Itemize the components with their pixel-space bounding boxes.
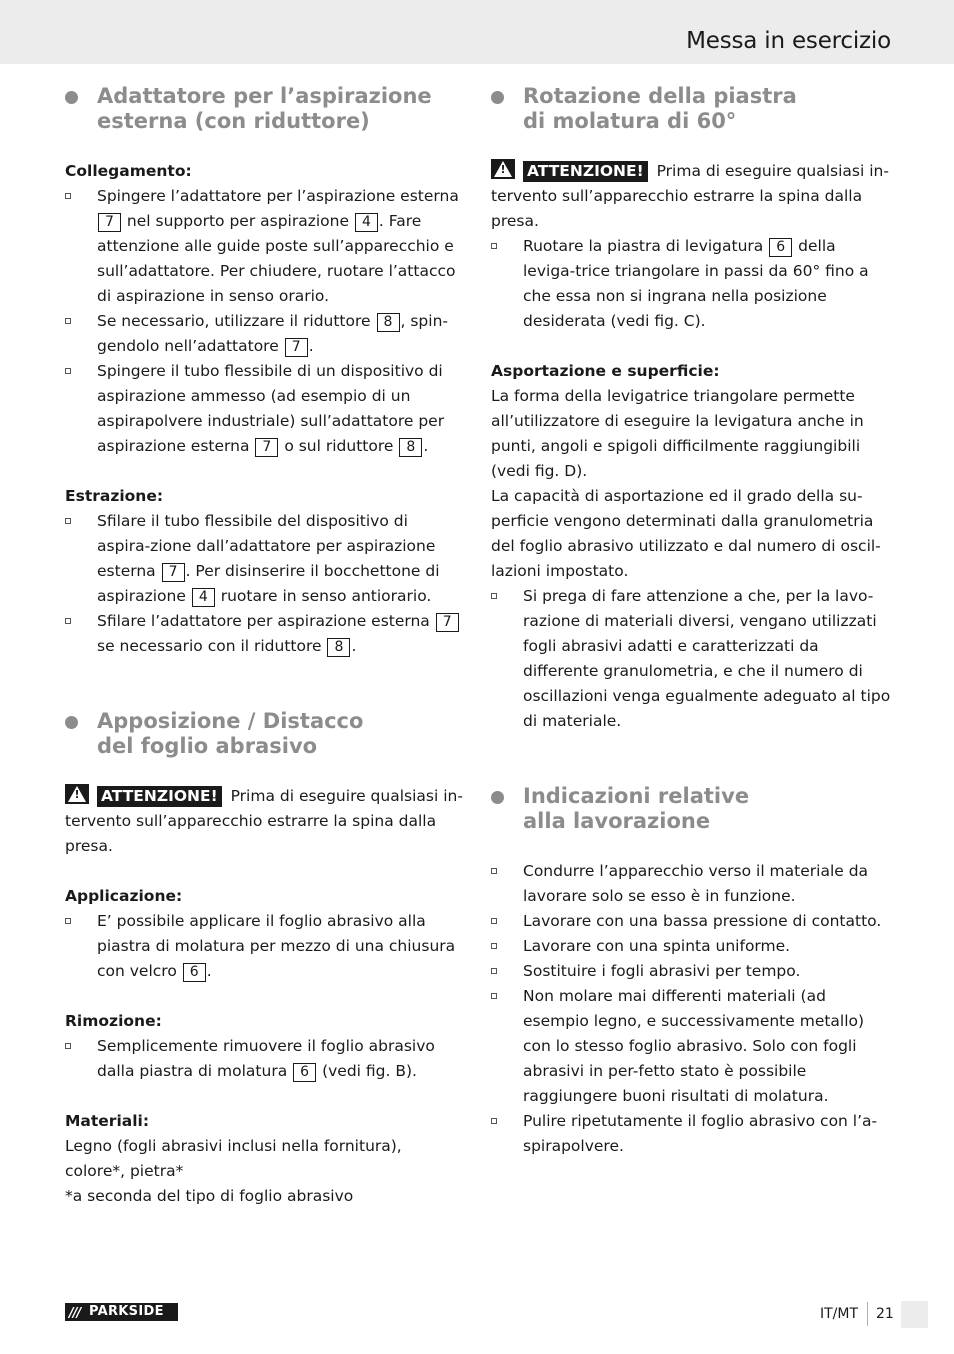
- parkside-logo: /// PARKSIDE: [65, 1303, 178, 1321]
- list-rimozione: [65, 1034, 465, 1084]
- section-title-rotazione: Rotazione della piastra di molatura di 60°: [491, 84, 891, 134]
- part-number: 6: [183, 963, 206, 982]
- subheading-rimozione: Rimozione:: [65, 1012, 162, 1030]
- bullet-dot-icon: [65, 91, 78, 104]
- section-title-adattatore: Adattatore per l’aspirazione esterna (con riduttore): [65, 84, 465, 134]
- bullet-dot-icon: [65, 716, 78, 729]
- list-item: Spingere l’adattatore per l’aspirazione esterna 7 nel supporto per aspirazione 4 . Fare attenzione alle guide poste sull’apparecchio e sull’adattatore. Per chiudere, ruotare l’attacco di aspirazione in senso orario.: [65, 184, 465, 309]
- warning-triangle-icon: [491, 159, 515, 179]
- checkbox-square-icon: [65, 318, 71, 324]
- list-indicazioni: [491, 859, 891, 1159]
- checkbox-square-icon: [491, 968, 497, 974]
- part-number: 7: [436, 613, 459, 632]
- checkbox-square-icon: [65, 518, 71, 524]
- list-collegamento: [65, 184, 465, 459]
- warning-label: ATTENZIONE!: [97, 786, 222, 807]
- part-number: 7: [285, 338, 308, 357]
- checkbox-square-icon: [491, 1118, 497, 1124]
- list-item: Lavorare con una spinta uniforme.: [491, 934, 891, 959]
- list-item: Ruotare la piastra di levigatura 6 della leviga-trice triangolare in passi da 60° fino a che essa non si ingrana nella posizione desiderata (vedi fig. C).: [491, 234, 891, 334]
- subheading-materiali: Materiali:: [65, 1112, 150, 1130]
- part-number: 7: [162, 563, 185, 582]
- list-item: Sfilare il tubo flessibile del dispositivo di aspira-zione dall’adattatore per aspirazione esterna 7 . Per disinserire il bocchettone di aspirazione 4 ruotare in senso antiorario.: [65, 509, 465, 609]
- part-number: 4: [192, 588, 215, 607]
- part-number: 6: [769, 238, 792, 257]
- subheading-applicazione: Applicazione:: [65, 887, 183, 905]
- list-item: Spingere il tubo flessibile di un dispositivo di aspirazione ammesso (ad esempio di un aspirapolvere industriale) sull’adattatore per aspirazione esterna 7 o sul riduttore 8 .: [65, 359, 465, 459]
- list-item: E’ possibile applicare il foglio abrasivo alla piastra di molatura per mezzo di una chiusura con velcro 6 .: [65, 909, 465, 984]
- checkbox-square-icon: [491, 993, 497, 999]
- checkbox-square-icon: [65, 368, 71, 374]
- section-title-apposizione: Apposizione / Distacco del foglio abrasivo: [65, 709, 465, 759]
- section-title-indicazioni: Indicazioni relative alla lavorazione: [491, 784, 891, 834]
- list-item: Non molare mai differenti materiali (ad esempio legno, e successivamente metallo) con lo stesso foglio abrasivo. Solo con fogli abrasivi in per-fetto stato è possibile raggiungere buoni risultati di molatura.: [491, 984, 891, 1109]
- subheading-asportazione: Asportazione e superficie:: [491, 362, 720, 380]
- part-number: 8: [327, 638, 350, 657]
- subheading-collegamento: Collegamento:: [65, 162, 192, 180]
- list-item: Sostituire i fogli abrasivi per tempo.: [491, 959, 891, 984]
- warning-notice: !ATTENZIONE! Prima di eseguire qualsiasi in-tervento sull’apparecchio estrarre la spina dalla presa.: [491, 159, 891, 234]
- checkbox-square-icon: [491, 593, 497, 599]
- list-item: Si prega di fare attenzione a che, per la lavo-razione di materiali diversi, vengano utilizzati fogli abrasivi adatti e caratterizzati da differente granulometria, e che il numero di oscillazioni venga egualmente adeguato al tipo di materiale.: [491, 584, 891, 734]
- page-number: 21: [876, 1306, 894, 1322]
- part-number: 6: [293, 1063, 316, 1082]
- checkbox-square-icon: [65, 1043, 71, 1049]
- checkbox-square-icon: [65, 193, 71, 199]
- list-item: Sfilare l’adattatore per aspirazione esterna 7 se necessario con il riduttore 8 .: [65, 609, 465, 659]
- materiali-footnote: *a seconda del tipo di foglio abrasivo: [65, 1187, 354, 1205]
- warning-triangle-icon: [65, 784, 89, 804]
- checkbox-square-icon: [491, 243, 497, 249]
- list-item: Condurre l’apparecchio verso il materiale da lavorare solo se esso è in funzione.: [491, 859, 891, 909]
- right-column: [491, 84, 891, 1159]
- checkbox-square-icon: [491, 918, 497, 924]
- footer-divider: [867, 1302, 868, 1326]
- checkbox-square-icon: [65, 618, 71, 624]
- bullet-dot-icon: [491, 91, 504, 104]
- warning-notice: !ATTENZIONE! Prima di eseguire qualsiasi in-tervento sull’apparecchio estrarre la spina dalla presa.: [65, 784, 465, 859]
- footer-band: [901, 1301, 928, 1328]
- list-item: Lavorare con una bassa pressione di contatto.: [491, 909, 891, 934]
- bullet-dot-icon: [491, 791, 504, 804]
- checkbox-square-icon: [491, 943, 497, 949]
- left-column: [65, 84, 465, 1209]
- list-estrazione: [65, 509, 465, 659]
- checkbox-square-icon: [65, 918, 71, 924]
- materiali-text: Legno (fogli abrasivi inclusi nella fornitura), colore*, pietra*: [65, 1137, 402, 1180]
- subheading-estrazione: Estrazione:: [65, 487, 164, 505]
- list-item: Pulire ripetutamente il foglio abrasivo con l’a-spirapolvere.: [491, 1109, 891, 1159]
- list-rotazione: [491, 234, 891, 334]
- part-number: 7: [98, 213, 121, 232]
- list-item: Se necessario, utilizzare il riduttore 8 , spin-gendolo nell’adattatore 7 .: [65, 309, 465, 359]
- list-asportazione: [491, 584, 891, 734]
- part-number: 7: [255, 438, 278, 457]
- language-code: IT/MT: [820, 1306, 859, 1322]
- list-item: Semplicemente rimuovere il foglio abrasivo dalla piastra di molatura 6 (vedi fig. B).: [65, 1034, 465, 1084]
- list-applicazione: [65, 909, 465, 984]
- part-number: 8: [377, 313, 400, 332]
- part-number: 4: [355, 213, 378, 232]
- asportazione-paragraph: La capacità di asportazione ed il grado della su-perficie vengono determinati dalla granulometria del foglio abrasivo utilizzato e dal numero di oscil-lazioni impostato.: [491, 487, 881, 580]
- checkbox-square-icon: [491, 868, 497, 874]
- warning-label: ATTENZIONE!: [523, 161, 648, 182]
- asportazione-paragraph: La forma della levigatrice triangolare permette all’utilizzatore di eseguire la levigatura anche in punti, angoli e spigoli difficilmente raggiungibili (vedi fig. D).: [491, 387, 864, 480]
- logo-stripes-icon: ///: [69, 1306, 81, 1321]
- page-title: Messa in esercizio: [686, 28, 891, 54]
- part-number: 8: [399, 438, 422, 457]
